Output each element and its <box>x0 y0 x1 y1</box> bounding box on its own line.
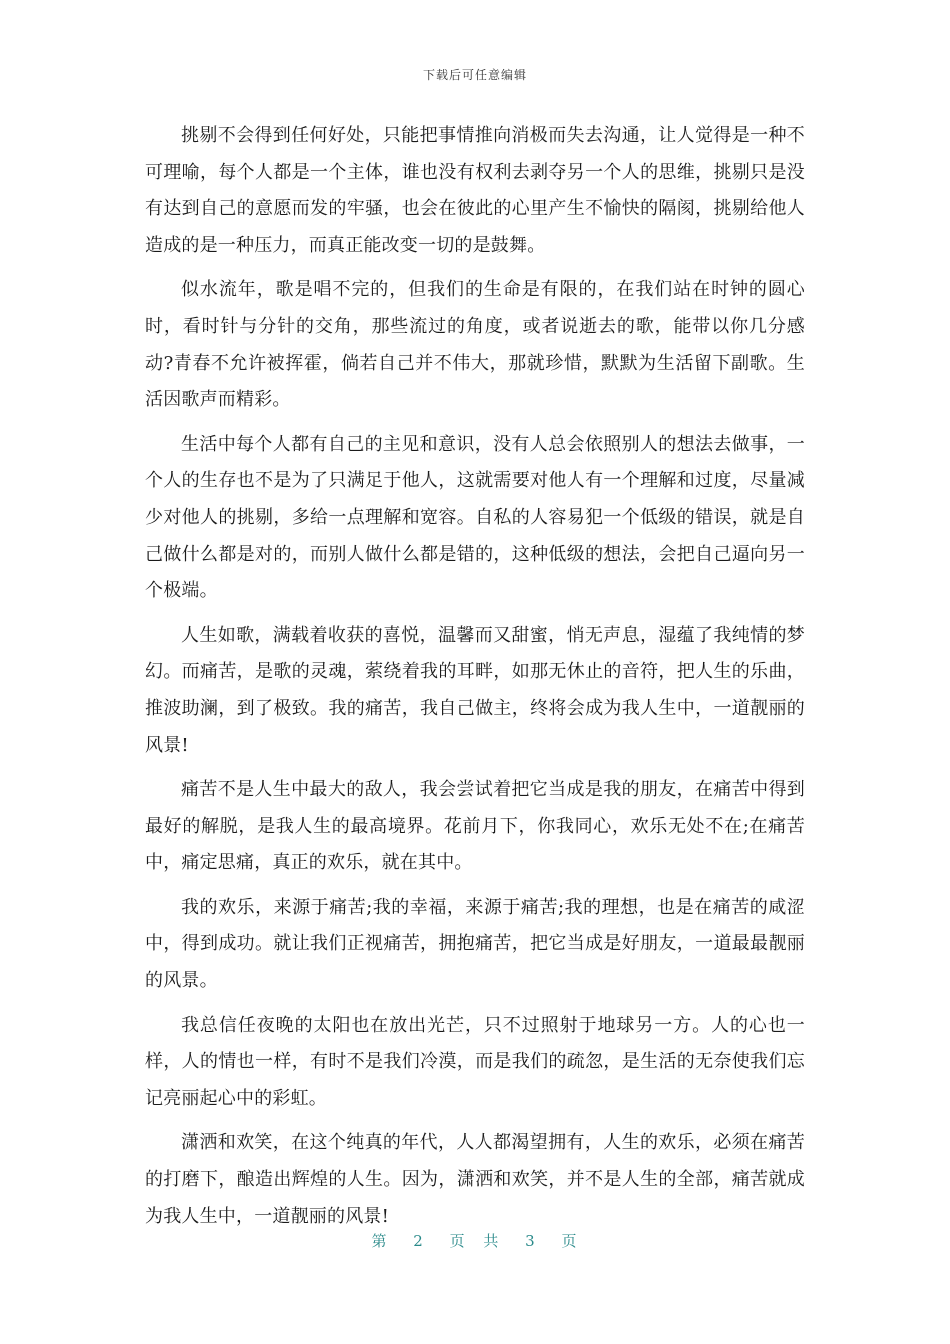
current-page-number: 2 <box>413 1232 425 1250</box>
page-header: 下载后可任意编辑 <box>422 68 527 82</box>
footer-suffix: 页 <box>561 1232 579 1250</box>
footer-prefix: 第 <box>371 1232 389 1250</box>
paragraph: 痛苦不是人生中最大的敌人，我会尝试着把它当成是我的朋友，在痛苦中得到最好的解脱，是我人生的最高境界。花前月下，你我同心，欢乐无处不在;在痛苦中，痛定思痛，真正的欢乐，就在其中。 <box>145 779 805 874</box>
paragraph: 我总信任夜晚的太阳也在放出光芒，只不过照射于地球另一方。人的心也一样，人的情也一样，有时不是我们冷漠，而是我们的疏忽，是生活的无奈使我们忘记亮丽起心中的彩虹。 <box>145 1014 805 1109</box>
footer-middle: 页 共 <box>449 1232 501 1250</box>
total-pages-number: 3 <box>525 1232 537 1250</box>
paragraph: 生活中每个人都有自己的主见和意识，没有人总会依照别人的想法去做事，一个人的生存也不是为了只满足于他人，这就需要对他人有一个理解和过度，尽量减少对他人的挑剔，多给一点理解和宽容。自私的人容易犯一个低级的错误，就是自己做什么都是对的，而别人做什么都是错的，这种低级的想法，会把自己逼向另一个极端。 <box>145 433 805 602</box>
paragraph: 似水流年，歌是唱不完的，但我们的生命是有限的，在我们站在时钟的圆心时，看时针与分针的交角，那些流过的角度，或者说逝去的歌，能带以你几分感动?青春不允许被挥霍，倘若自己并不伟大，那就珍惜，默默为生活留下副歌。生活因歌声而精彩。 <box>145 279 805 411</box>
paragraph: 人生如歌，满载着收获的喜悦，温馨而又甜蜜，悄无声息，湿蕴了我纯情的梦幻。而痛苦，是歌的灵魂，萦绕着我的耳畔，如那无休止的音符，把人生的乐曲，推波助澜，到了极致。我的痛苦，我自己做主，终将会成为我人生中，一道靓丽的风景! <box>145 624 805 756</box>
page-footer <box>0 1230 950 1251</box>
document-body <box>145 118 805 1243</box>
paragraph: 潇洒和欢笑，在这个纯真的年代，人人都渴望拥有，人生的欢乐，必须在痛苦的打磨下，酿造出辉煌的人生。因为，潇洒和欢笑，并不是人生的全部，痛苦就成为我人生中，一道靓丽的风景! <box>145 1132 805 1227</box>
paragraph: 我的欢乐，来源于痛苦;我的幸福，来源于痛苦;我的理想，也是在痛苦的咸涩中，得到成功。就让我们正视痛苦，拥抱痛苦，把它当成是好朋友，一道最最靓丽的风景。 <box>145 896 805 992</box>
paragraph: 挑剔不会得到任何好处，只能把事情推向消极而失去沟通，让人觉得是一种不可理喻，每个人都是一个主体，谁也没有权利去剥夺另一个人的思维，挑剔只是没有达到自己的意愿而发的牢骚，也会在彼此的心里产生不愉快的隔阂，挑剔给他人造成的是一种压力，而真正能改变一切的是鼓舞。 <box>145 125 805 256</box>
